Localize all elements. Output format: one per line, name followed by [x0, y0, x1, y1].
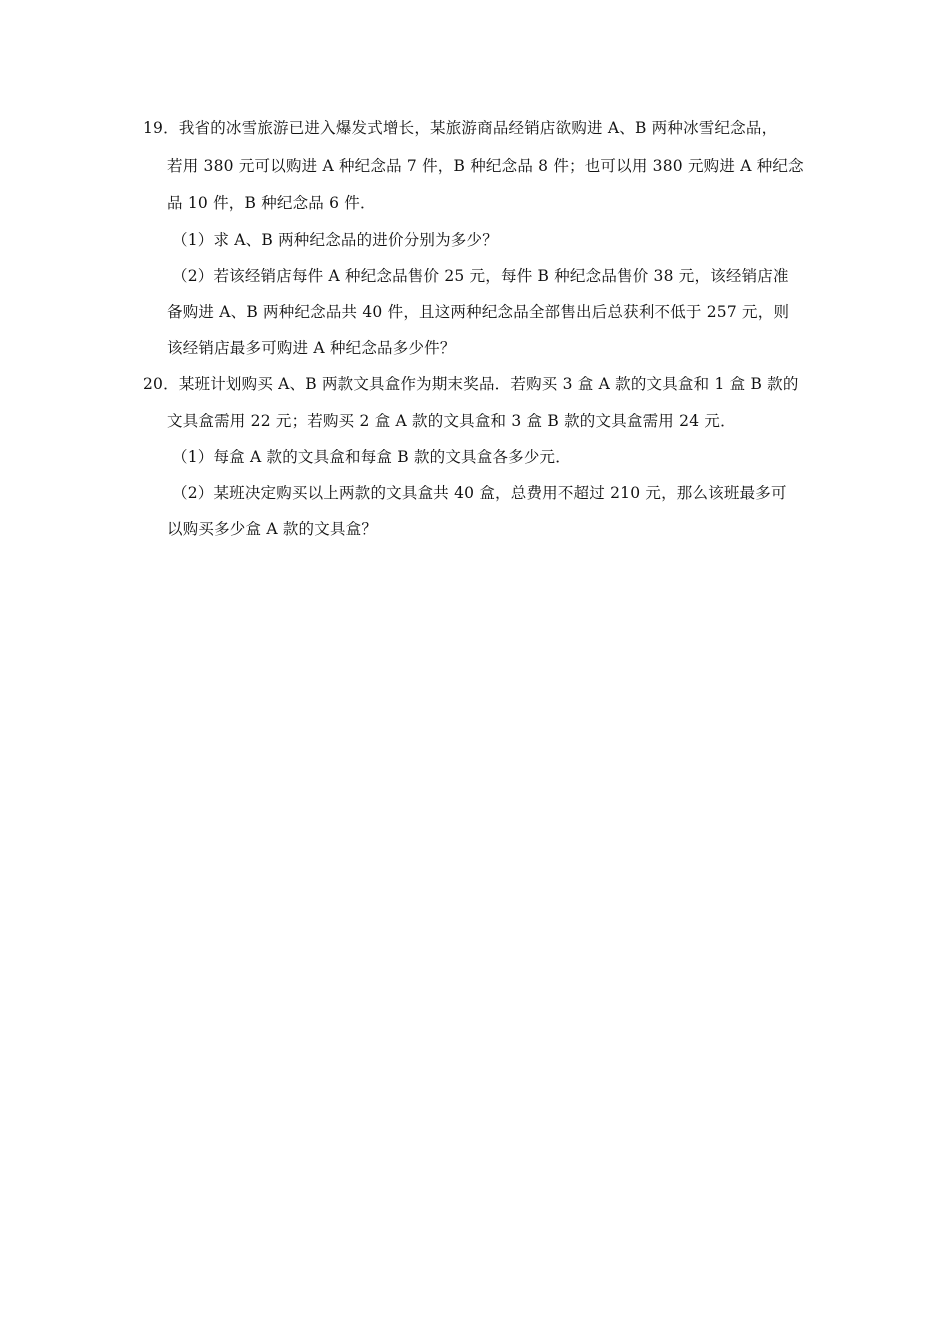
q20-part2-line-1: （2）某班决定购买以上两款的文具盒共 40 盒，总费用不超过 210 元，那么该班最多可: [172, 484, 787, 502]
q20-part1-line-1: （1）每盒 A 款的文具盒和每盒 B 款的文具盒各多少元．: [172, 448, 571, 466]
q19-part2-line-3: 该经销店最多可购进 A 种纪念品多少件？: [167, 339, 456, 357]
q19-part1-line-1: （1）求 A、B 两种纪念品的进价分别为多少？: [172, 231, 498, 249]
q20-line-1: 20．某班计划购买 A、B 两款文具盒作为期末奖品．若购买 3 盒 A 款的文具盒和 1 盒 B 款的: [143, 375, 799, 393]
q19-line-3: 品 10 件，B 种纪念品 6 件．: [167, 194, 376, 212]
q19-line-1: 19．我省的冰雪旅游已进入爆发式增长，某旅游商品经销店欲购进 A、B 两种冰雪纪念品，: [143, 119, 778, 137]
q19-part2-line-1: （2）若该经销店每件 A 种纪念品售价 25 元，每件 B 种纪念品售价 38 元，该经销店准: [172, 267, 789, 285]
q20-part2-line-2: 以购买多少盒 A 款的文具盒？: [167, 520, 378, 538]
q19-line-2: 若用 380 元可以购进 A 种纪念品 7 件，B 种纪念品 8 件；也可以用 380 元购进 A 种纪念: [167, 157, 804, 175]
q19-part2-line-2: 备购进 A、B 两种纪念品共 40 件，且这两种纪念品全部售出后总获利不低于 257 元，则: [167, 303, 790, 321]
q20-line-2: 文具盒需用 22 元；若购买 2 盒 A 款的文具盒和 3 盒 B 款的文具盒需用 24 元．: [167, 412, 736, 430]
